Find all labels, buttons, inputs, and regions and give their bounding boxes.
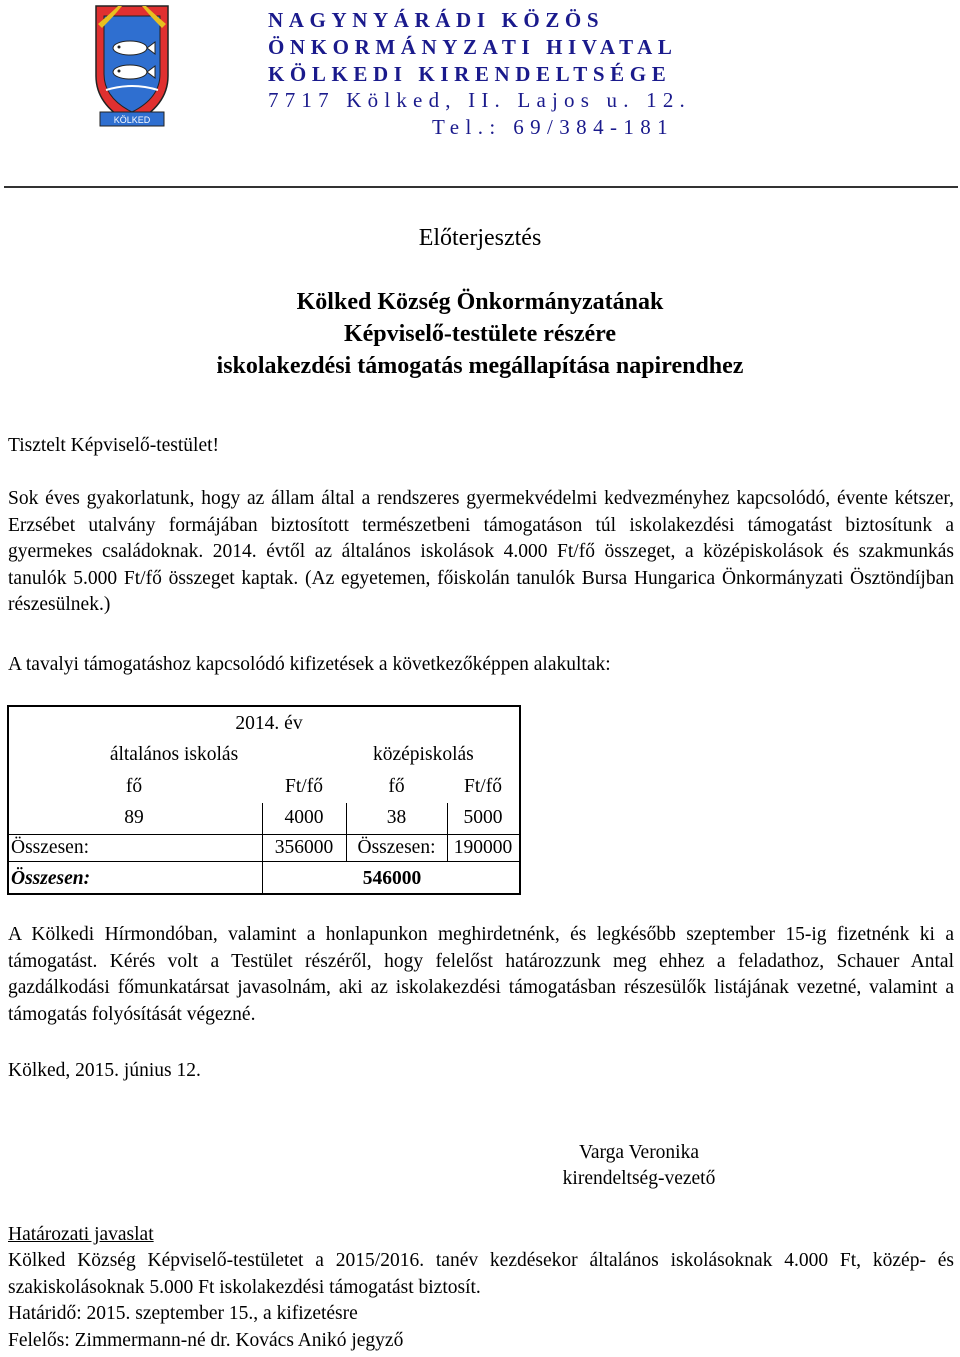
crest-label: KÖLKED xyxy=(113,115,151,125)
header-branch: KÖLKEDI KIRENDELTSÉGE xyxy=(268,62,672,86)
grand-total: 546000 xyxy=(362,868,422,889)
secondary-rate: 5000 xyxy=(463,807,503,828)
table-year: 2014. év xyxy=(235,713,303,734)
primary-rate: 4000 xyxy=(284,807,324,828)
intro-paragraph: Sok éves gyakorlatunk, hogy az állam által a rendszeres gyermekvédelmi kedvezményhez kapcsolódó, évente kétszer, Erzsébet utalvány formájában biztosított természetbeni támogatáson túl iskolakezdési támogatást biztosítunk a gyermekes családoknak. 2014. évtől az általános iskolások 4.000 Ft/fő összeget, a középiskolások és szakmunkás tanulók 5.000 Ft/fő összeget kaptak. (Az egyetemen, főiskolán tanulók Bursa Hungarica Önkormányzati Ösztöndíjban részesülnek.) xyxy=(8,488,954,615)
salutation: Tisztelt Képviselő-testület! xyxy=(8,435,220,456)
addressee-line-2: Képviselő-testülete részére xyxy=(343,321,617,347)
signatory-name: Varga Veronika xyxy=(578,1142,700,1163)
announcement-paragraph: A Kölkedi Hírmondóban, valamint a honlapunkon meghirdetnénk, és legkésőbb szeptember 15-ig fizetnénk ki a támogatást. Kérés volt a Testület részéről, hogy felelőst határozzunk meg ehhez a feladathoz, Schauer Antal gazdálkodási főmunkatársat javasolnám, aki az iskolakezdési támogatásban részesülők listájának vezetné, valamint a támogatás folyósítását végezné. xyxy=(8,924,954,1025)
table-group-primary: általános iskolás xyxy=(109,744,239,765)
table-header-rate: Ft/fő xyxy=(464,776,502,797)
table-lead-text: A tavalyi támogatáshoz kapcsolódó kifizetések a következőképpen alakultak: xyxy=(8,654,611,675)
primary-people-count: 89 xyxy=(124,807,144,828)
signatory-title: kirendeltség-vezető xyxy=(562,1168,716,1189)
grand-total-label: Összesen: xyxy=(11,868,91,889)
resolution-text: Kölked Község Képviselő-testületet a 2015/2016. tanév kezdésekor általános iskolásoknak 4.000 Ft, közép- és szakiskolásoknak 5.000 Ft iskolakezdési támogatást biztosít. xyxy=(8,1250,954,1298)
table-row-divider xyxy=(9,861,519,862)
agenda-topic: iskolakezdési támogatás megállapítása napirendhez xyxy=(216,353,744,379)
header-office-type: ÖNKORMÁNYZATI HIVATAL xyxy=(268,35,678,59)
addressee-line-1: Kölked Község Önkormányzatának xyxy=(296,289,664,315)
table-group-secondary: középiskolás xyxy=(373,744,474,765)
resolution-heading: Határozati javaslat xyxy=(8,1224,154,1245)
secondary-people-count: 38 xyxy=(386,807,407,828)
header-divider xyxy=(4,186,958,188)
resolution-responsible: Felelős: Zimmermann-né dr. Kovács Anikó jegyző xyxy=(8,1330,404,1351)
table-header-people: fő xyxy=(388,776,405,797)
secondary-subtotal: 190000 xyxy=(453,837,513,858)
header-address: 7717 Kölked, II. Lajos u. 12. xyxy=(268,88,692,112)
header-office-name: NAGYNYÁRÁDI KÖZÖS xyxy=(268,8,605,32)
header-phone: Tel.: 69/384-181 xyxy=(432,115,675,139)
primary-subtotal-label: Összesen: xyxy=(11,837,89,858)
table-header-people: fő xyxy=(125,776,143,797)
table-header-rate: Ft/fő xyxy=(285,776,323,797)
document-type-title: Előterjesztés xyxy=(418,225,542,251)
place-and-date: Kölked, 2015. június 12. xyxy=(8,1060,201,1081)
coat-of-arms xyxy=(92,2,172,130)
table-col-divider xyxy=(262,861,263,893)
payments-table xyxy=(7,705,521,895)
primary-subtotal: 356000 xyxy=(274,837,334,858)
secondary-subtotal-label: Összesen: xyxy=(357,837,436,858)
resolution-deadline: Határidő: 2015. szeptember 15., a kifizetésre xyxy=(8,1303,358,1324)
